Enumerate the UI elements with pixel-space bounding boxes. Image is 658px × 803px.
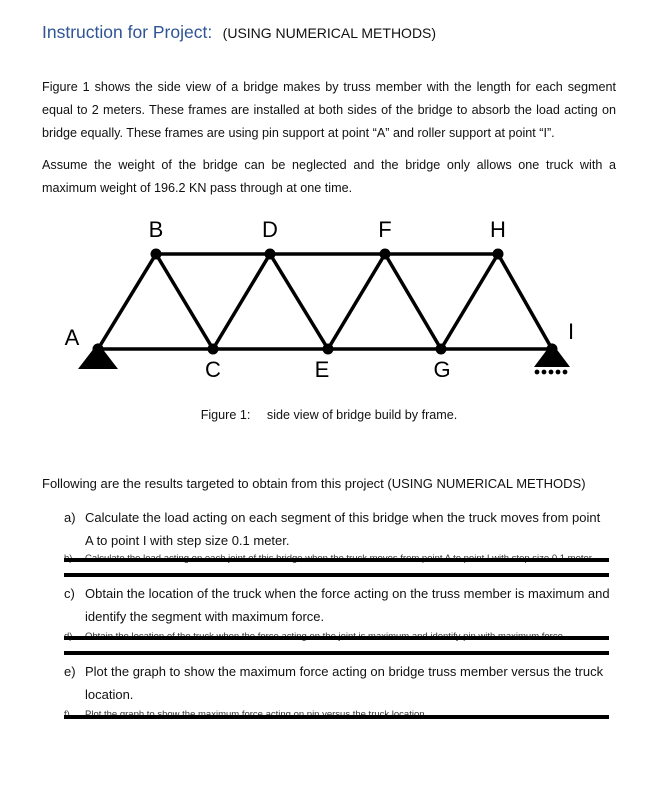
intro-paragraph: Figure 1 shows the side view of a bridge makes by truss member with the length for each segment equal to 2 meters. These frames are installed at both sides of the bridge to absorb the load acting on bridge equally. These frames are using pin support at point “A” and roller support at point “I”. <box>42 80 616 140</box>
strikethrough-line <box>64 636 609 640</box>
list-item <box>64 660 610 706</box>
joint-f <box>380 249 391 260</box>
strikethrough-line <box>64 651 609 655</box>
label-c: C <box>205 357 221 382</box>
list-item <box>64 506 610 552</box>
caption-text: side view of bridge build by frame. <box>266 408 458 422</box>
item-text: Obtain the location of the truck when the force acting on the truss member is maximum and identify the segment with maximum force. <box>85 586 610 624</box>
item-label: a) <box>64 510 76 525</box>
page-title <box>42 22 436 43</box>
strikethrough-line <box>64 573 609 577</box>
list-item-struck <box>64 552 610 578</box>
roller-wheel <box>535 370 540 375</box>
item-text: Plot the graph to show the maximum force acting on bridge truss member versus the truck location. <box>85 664 604 702</box>
web-members <box>98 254 552 349</box>
label-d: D <box>262 217 278 242</box>
title-subtitle: (USING NUMERICAL METHODS) <box>222 25 437 41</box>
strikethrough-line <box>64 715 609 719</box>
roller-wheel <box>542 370 547 375</box>
joint-g <box>436 344 447 355</box>
label-a: A <box>64 325 80 350</box>
title-text: Instruction for Project: <box>42 22 213 42</box>
results-list <box>64 506 610 723</box>
label-h: H <box>490 217 506 242</box>
label-i: I <box>567 319 575 344</box>
list-item <box>64 582 610 628</box>
figure-caption <box>0 408 658 422</box>
roller-wheel <box>563 370 568 375</box>
item-text: Calculate the load acting on each segment of this bridge when the truck moves from point A to point I with step size 0.1 meter. <box>85 510 601 548</box>
joint-c <box>208 344 219 355</box>
joint-d <box>265 249 276 260</box>
item-label: e) <box>64 664 76 679</box>
joint-b <box>151 249 162 260</box>
caption-prefix: Figure 1: <box>200 408 251 422</box>
label-e: E <box>314 357 330 382</box>
pin-support <box>78 343 118 369</box>
list-item-struck <box>64 708 610 723</box>
joint-e <box>323 344 334 355</box>
roller-wheel <box>556 370 561 375</box>
label-g: G <box>433 357 451 382</box>
item-label: c) <box>64 586 75 601</box>
roller-support <box>534 343 570 367</box>
roller-wheel <box>549 370 554 375</box>
label-f: F <box>378 217 392 242</box>
assumption-paragraph: Assume the weight of the bridge can be neglected and the bridge only allows one truck with a maximum weight of 196.2 KN pass through at one time. <box>42 158 616 195</box>
label-b: B <box>148 217 164 242</box>
joint-h <box>493 249 504 260</box>
truss-diagram <box>50 212 600 392</box>
list-item-struck <box>64 630 610 656</box>
results-intro: Following are the results targeted to obtain from this project (USING NUMERICAL METHODS) <box>42 476 586 491</box>
strikethrough-line <box>64 558 609 562</box>
